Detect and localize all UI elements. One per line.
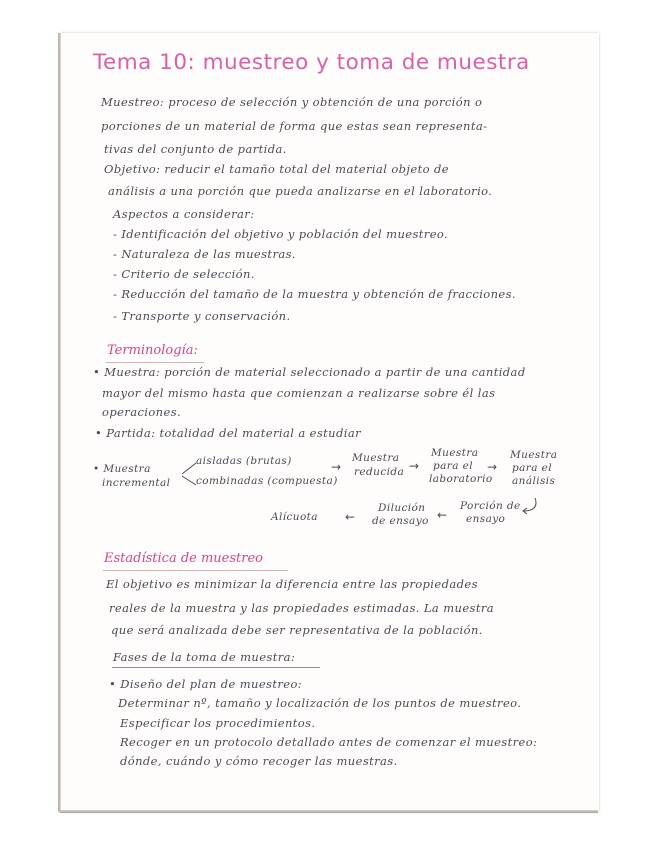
flow-lab-3: laboratorio — [429, 473, 493, 485]
estadistica-line-3: que será analizada debe ser representativa de la población. — [111, 623, 483, 637]
heading-underline — [106, 362, 204, 363]
flow-branch-bottom: combinadas (compuesta) — [196, 475, 338, 487]
flow-porcion-2: ensayo — [466, 513, 506, 525]
arrow-right-icon: → — [409, 459, 420, 473]
fases-heading: Fases de la toma de muestra: — [113, 650, 296, 664]
estadistica-heading: Estadística de muestreo — [104, 551, 264, 566]
flow-incremental-1: • Muestra — [93, 463, 151, 475]
flow-lab-1: Muestra — [431, 447, 479, 459]
fases-line-4: Recoger en un protocolo detallado antes de comenzar el muestreo: — [120, 735, 538, 749]
fases-line-1: • Diseño del plan de muestreo: — [109, 677, 303, 691]
aspecto-item: - Criterio de selección. — [113, 267, 255, 281]
partida-def: • Partida: totalidad del material a estudiar — [95, 426, 361, 440]
flow-branch-top: aisladas (brutas) — [196, 455, 292, 467]
fases-line-3: Especificar los procedimientos. — [120, 716, 316, 730]
muestreo-line-3: tivas del conjunto de partida. — [104, 142, 287, 156]
aspecto-item: - Reducción del tamaño de la muestra y obtención de fracciones. — [113, 287, 516, 301]
curved-return-arrow-icon — [520, 496, 542, 518]
flow-analisis-2: para el — [512, 462, 552, 474]
flow-analisis-3: análisis — [512, 475, 556, 487]
aspecto-item: - Transporte y conservación. — [113, 309, 291, 323]
flow-reducida-2: reducida — [354, 466, 405, 478]
muestra-def-line-2: mayor del mismo hasta que comienzan a realizarse sobre él las — [102, 386, 496, 400]
paper-bottom-edge — [60, 810, 598, 813]
muestreo-line-1: Muestreo: proceso de selección y obtención de una porción o — [101, 95, 483, 109]
heading-underline — [103, 570, 288, 571]
aspecto-item: - Identificación del objetivo y población del muestreo. — [113, 227, 449, 241]
flow-dilucion-1: Dilución — [378, 502, 426, 514]
estadistica-line-2: reales de la muestra y las propiedades estimadas. La muestra — [109, 601, 495, 615]
flow-porcion-1: Porción de — [460, 500, 521, 512]
objetivo-line-1: Objetivo: reducir el tamaño total del material objeto de — [104, 162, 449, 176]
flow-alicuota: Alícuota — [271, 511, 318, 523]
arrow-left-icon: ← — [345, 510, 356, 524]
page-title: Tema 10: muestreo y toma de muestra — [93, 50, 530, 75]
muestra-def-line-3: operaciones. — [102, 405, 182, 419]
objetivo-line-2: análisis a una porción que pueda analizarse en el laboratorio. — [108, 184, 493, 198]
fases-line-2: Determinar nº, tamaño y localización de los puntos de muestreo. — [118, 696, 522, 710]
flow-lab-2: para el — [433, 460, 473, 472]
arrow-left-icon: ← — [437, 508, 448, 522]
aspecto-item: - Naturaleza de las muestras. — [113, 247, 296, 261]
estadistica-line-1: El objetivo es minimizar la diferencia entre las propiedades — [106, 577, 478, 591]
flow-incremental-2: incremental — [102, 477, 171, 489]
arrow-right-icon: → — [331, 460, 342, 474]
flow-dilucion-2: de ensayo — [372, 515, 429, 527]
aspectos-heading: Aspectos a considerar: — [113, 207, 255, 221]
muestra-def-line-1: • Muestra: porción de material seleccionado a partir de una cantidad — [93, 365, 526, 379]
flow-analisis-1: Muestra — [510, 449, 558, 461]
arrow-right-icon: → — [487, 460, 498, 474]
fases-underline — [112, 667, 320, 668]
flow-reducida-1: Muestra — [352, 452, 400, 464]
fases-line-5: dónde, cuándo y cómo recoger las muestras. — [120, 754, 398, 768]
terminologia-heading: Terminología: — [107, 343, 198, 358]
muestreo-line-2: porciones de un material de forma que estas sean representa- — [101, 119, 488, 133]
